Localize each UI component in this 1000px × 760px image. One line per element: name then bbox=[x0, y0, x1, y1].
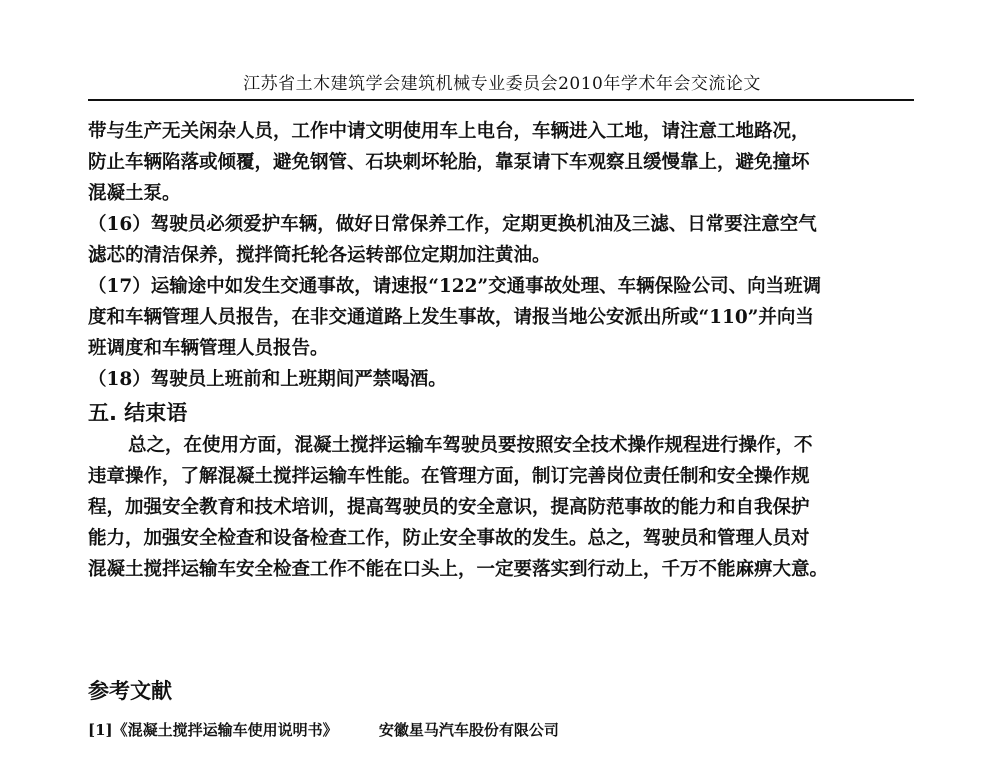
conclusion-line: 能力，加强安全检查和设备检查工作，防止安全事故的发生。总之，驾驶员和管理人员对 bbox=[88, 528, 810, 549]
body-text bbox=[88, 116, 918, 585]
conclusion-line: 混凝土搅拌运输车安全检查工作不能在口头上，一定要落实到行动上，千万不能麻痹大意。 bbox=[88, 559, 829, 580]
item-17-line: （17）运输途中如发生交通事故，请速报“122”交通事故处理、车辆保险公司、向当班调 bbox=[88, 276, 822, 297]
conclusion-line: 违章操作，了解混凝土搅拌运输车性能。在管理方面，制订完善岗位责任制和安全操作规 bbox=[88, 466, 810, 487]
reference-title: [1]《混凝土搅拌运输车使用说明书》 bbox=[88, 721, 338, 739]
body-line: 防止车辆陷落或倾覆，避免钢管、石块刺坏轮胎，靠泵请下车观察且缓慢靠上，避免撞坏 bbox=[88, 152, 810, 173]
references-heading: 参考文献 bbox=[88, 679, 172, 703]
conclusion-line: 程，加强安全教育和技术培训，提高驾驶员的安全意识，提高防范事故的能力和自我保护 bbox=[88, 497, 810, 518]
header-rule bbox=[88, 99, 914, 101]
body-line: 班调度和车辆管理人员报告。 bbox=[88, 338, 329, 359]
reference-publisher: 安徽星马汽车股份有限公司 bbox=[378, 721, 559, 739]
running-header: 江苏省土木建筑学会建筑机械专业委员会2010年学术年会交流论文 bbox=[243, 74, 761, 94]
item-16-line: （16）驾驶员必须爱护车辆，做好日常保养工作，定期更换机油及三滤、日常要注意空气 bbox=[88, 214, 817, 235]
conclusion-line: 总之，在使用方面，混凝土搅拌运输车驾驶员要按照安全技术操作规程进行操作，不 bbox=[128, 435, 813, 456]
body-line: 混凝土泵。 bbox=[88, 183, 181, 204]
section-heading-conclusion: 五. 结束语 bbox=[88, 401, 188, 425]
body-line: 度和车辆管理人员报告，在非交通道路上发生事故，请报当地公安派出所或“110”并向当 bbox=[88, 307, 814, 328]
body-line: 滤芯的清洁保养，搅拌筒托轮各运转部位定期加注黄油。 bbox=[88, 245, 551, 266]
item-18-line: （18）驾驶员上班前和上班期间严禁喝酒。 bbox=[88, 369, 447, 390]
reference-item bbox=[88, 718, 559, 742]
body-line: 带与生产无关闲杂人员，工作中请文明使用车上电台，车辆进入工地，请注意工地路况， bbox=[88, 121, 810, 142]
